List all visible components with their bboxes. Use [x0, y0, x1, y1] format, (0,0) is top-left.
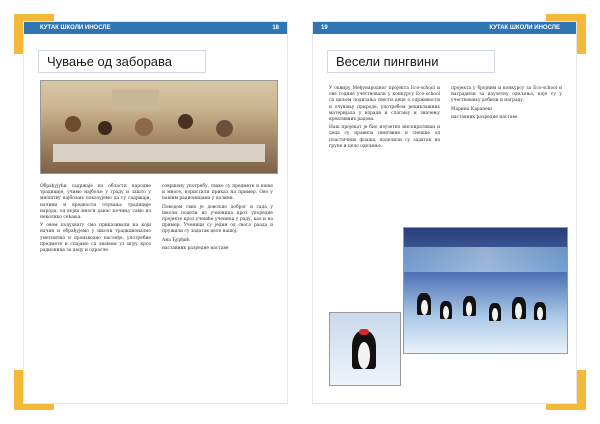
paragraph: Обрађујући садржаје из области народне традиције, учимо најбоље у граду и зашто у мноштву најбољих показујемо да су садржаји, начини и вредности очувања традиције народа, од којих многи данас почињу само из неколико сећања. — [40, 184, 151, 221]
right-page-header — [313, 22, 576, 34]
left-column-2 — [162, 184, 273, 254]
paragraph: Поводом свих је довољно доброг и сада у школи подели из учионица кроз упоредне пројекте кроз учешће ученика у раду, као и на пример. Ученици су једни од свога раада и пружили су задатак целе нашој. — [162, 204, 273, 235]
paragraph: пројекта у бројним и конкурсу за Eco-school и наградили за изузетну одељења, које су у учествовању добили и награду. — [451, 86, 562, 104]
left-header-title: КУТАК ШКОЛИ ИНОСЛЕ — [40, 25, 111, 31]
left-page-number: 18 — [272, 25, 279, 31]
right-header-title: КУТАК ШКОЛИ ИНОСЛЕ — [489, 25, 560, 31]
author-name: Марина Карапеш — [451, 106, 492, 112]
left-page-header — [24, 22, 287, 34]
right-page — [313, 22, 576, 403]
right-article-title: Весели пингвини — [327, 50, 495, 73]
author-role: наставник разредне наставе — [451, 114, 518, 120]
left-article-title: Чување од заборава — [38, 50, 206, 73]
left-column-1 — [40, 184, 151, 256]
penguin-closeup-photo — [329, 312, 401, 386]
paragraph: Наш пројекат је био изузетно инспиративан и деца су правила пингвине и снешке од пластичних флаша, поделили су задатак на групе и цело одељење. — [329, 125, 440, 149]
paragraph: совршену употребу, сваке су предмете и наше и многе, користили приказ на пример. Ово у нашим радионицама у долини. — [162, 184, 273, 202]
left-page — [24, 22, 287, 403]
right-page-number: 19 — [321, 25, 328, 31]
author-name: Ана Ђурђић — [162, 237, 190, 243]
paragraph: У оквиру Међународног пројекта Eco-school и ове године учествовали у конкурсу Eco-school са циљем подизања свести деце о одрживости и очувању природе, употребом рециклажних материјала у изради и слагању и значењу креативних радова. — [329, 86, 440, 123]
paragraph: У овом подухвату смо приказивали на који начин и обрађујемо у школи традиционално уметничко и производно наслеђе, употребне предмете и спајамо са знањем уз игру кроз радионице за децу и одрасле. — [40, 223, 151, 254]
author-role: наставник разредне наставе — [162, 245, 229, 251]
right-column-1 — [329, 86, 440, 152]
right-column-2 — [451, 86, 562, 123]
penguins-photo — [403, 227, 568, 354]
classroom-photo — [40, 80, 278, 174]
